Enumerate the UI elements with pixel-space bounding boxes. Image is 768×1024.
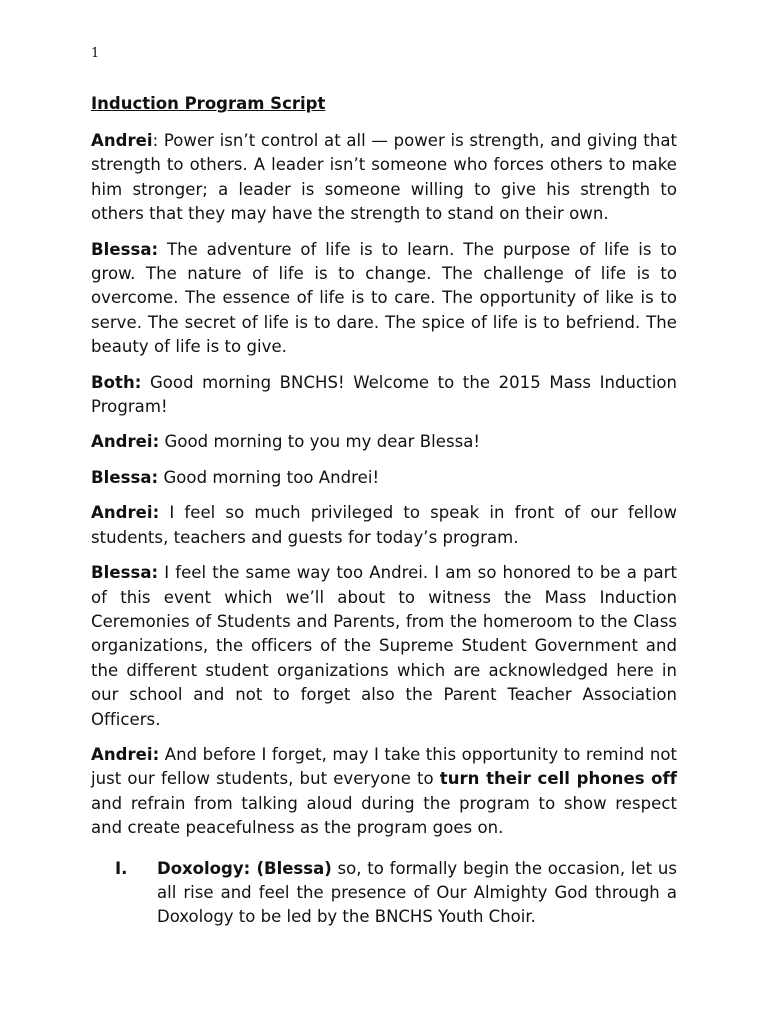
paragraph-andrei-greeting [91, 430, 677, 454]
speaker-label: Andrei: [91, 432, 160, 452]
paragraph-text: Power isn’t control at all — power is strength, and giving that strength to others. A leader isn’t someone who forces others to make him stronger; a leader is someone willing to give his strength to others that they may have the strength to stand on their own. [91, 131, 678, 224]
list-item-doxology [91, 857, 677, 930]
document-title: Induction Program Script [91, 94, 326, 113]
paragraph-text: Good morning BNCHS! Welcome to the 2015 Mass Induction Program! [91, 372, 677, 417]
list-body: so, to formally begin the occasion, let us all rise and feel the presence of Our Almighty God through a Doxology to be led by the BNCHS Youth Choir. [157, 858, 677, 927]
list-text [157, 857, 677, 930]
speaker-separator: : [152, 131, 164, 150]
paragraph-text: Good morning too Andrei! [158, 467, 380, 487]
paragraph-andrei-privileged [91, 501, 677, 550]
paragraph-text: Good morning to you my dear Blessa! [159, 432, 481, 452]
emphasis-text: turn their cell phones off [439, 769, 677, 789]
paragraph-blessa-intro [91, 238, 677, 360]
paragraph-andrei-intro [91, 129, 677, 227]
page-number: 1 [91, 46, 100, 61]
paragraph-andrei-reminder [91, 743, 677, 841]
paragraph-text: and refrain from talking aloud during the program to show respect and create peacefulness as the program goes on. [91, 793, 677, 838]
speaker-label: Blessa: [91, 239, 159, 259]
paragraph-blessa-greeting [91, 466, 677, 490]
paragraph-text: I feel the same way too Andrei. I am so honored to be a part of this event which we’ll about to witness the Mass Induction Ceremonies of Students and Parents, from the homeroom to the Class organizations, the officers of the Supreme Student Government and the different student organizations which are acknowledged here in our school and not to forget also the Parent Teacher Association Officers. [91, 563, 677, 729]
paragraph-both-greeting [91, 371, 677, 420]
speaker-label: Andrei [91, 131, 153, 150]
speaker-label: Both: [91, 372, 142, 392]
paragraph-text: The adventure of life is to learn. The purpose of life is to grow. The nature of life is to change. The challenge of life is to overcome. The essence of life is to care. The opportunity of like is to serve. The secret of life is to dare. The spice of life is to befriend. The beauty of life is to give. [91, 239, 677, 357]
script-body [91, 129, 677, 930]
list-number: I. [115, 858, 128, 878]
paragraph-text: And before I forget, may I take this opportunity to remind not just our fellow students, but everyone to [91, 744, 677, 789]
speaker-label: Blessa: [91, 563, 159, 583]
speaker-label: Blessa: [91, 467, 159, 487]
paragraph-blessa-honored [91, 561, 677, 732]
speaker-label: Andrei: [91, 744, 160, 764]
list-heading: Doxology: (Blessa) [157, 858, 332, 878]
paragraph-text: I feel so much privileged to speak in front of our fellow students, teachers and guests for today’s program. [91, 503, 677, 547]
speaker-label: Andrei: [91, 503, 160, 523]
